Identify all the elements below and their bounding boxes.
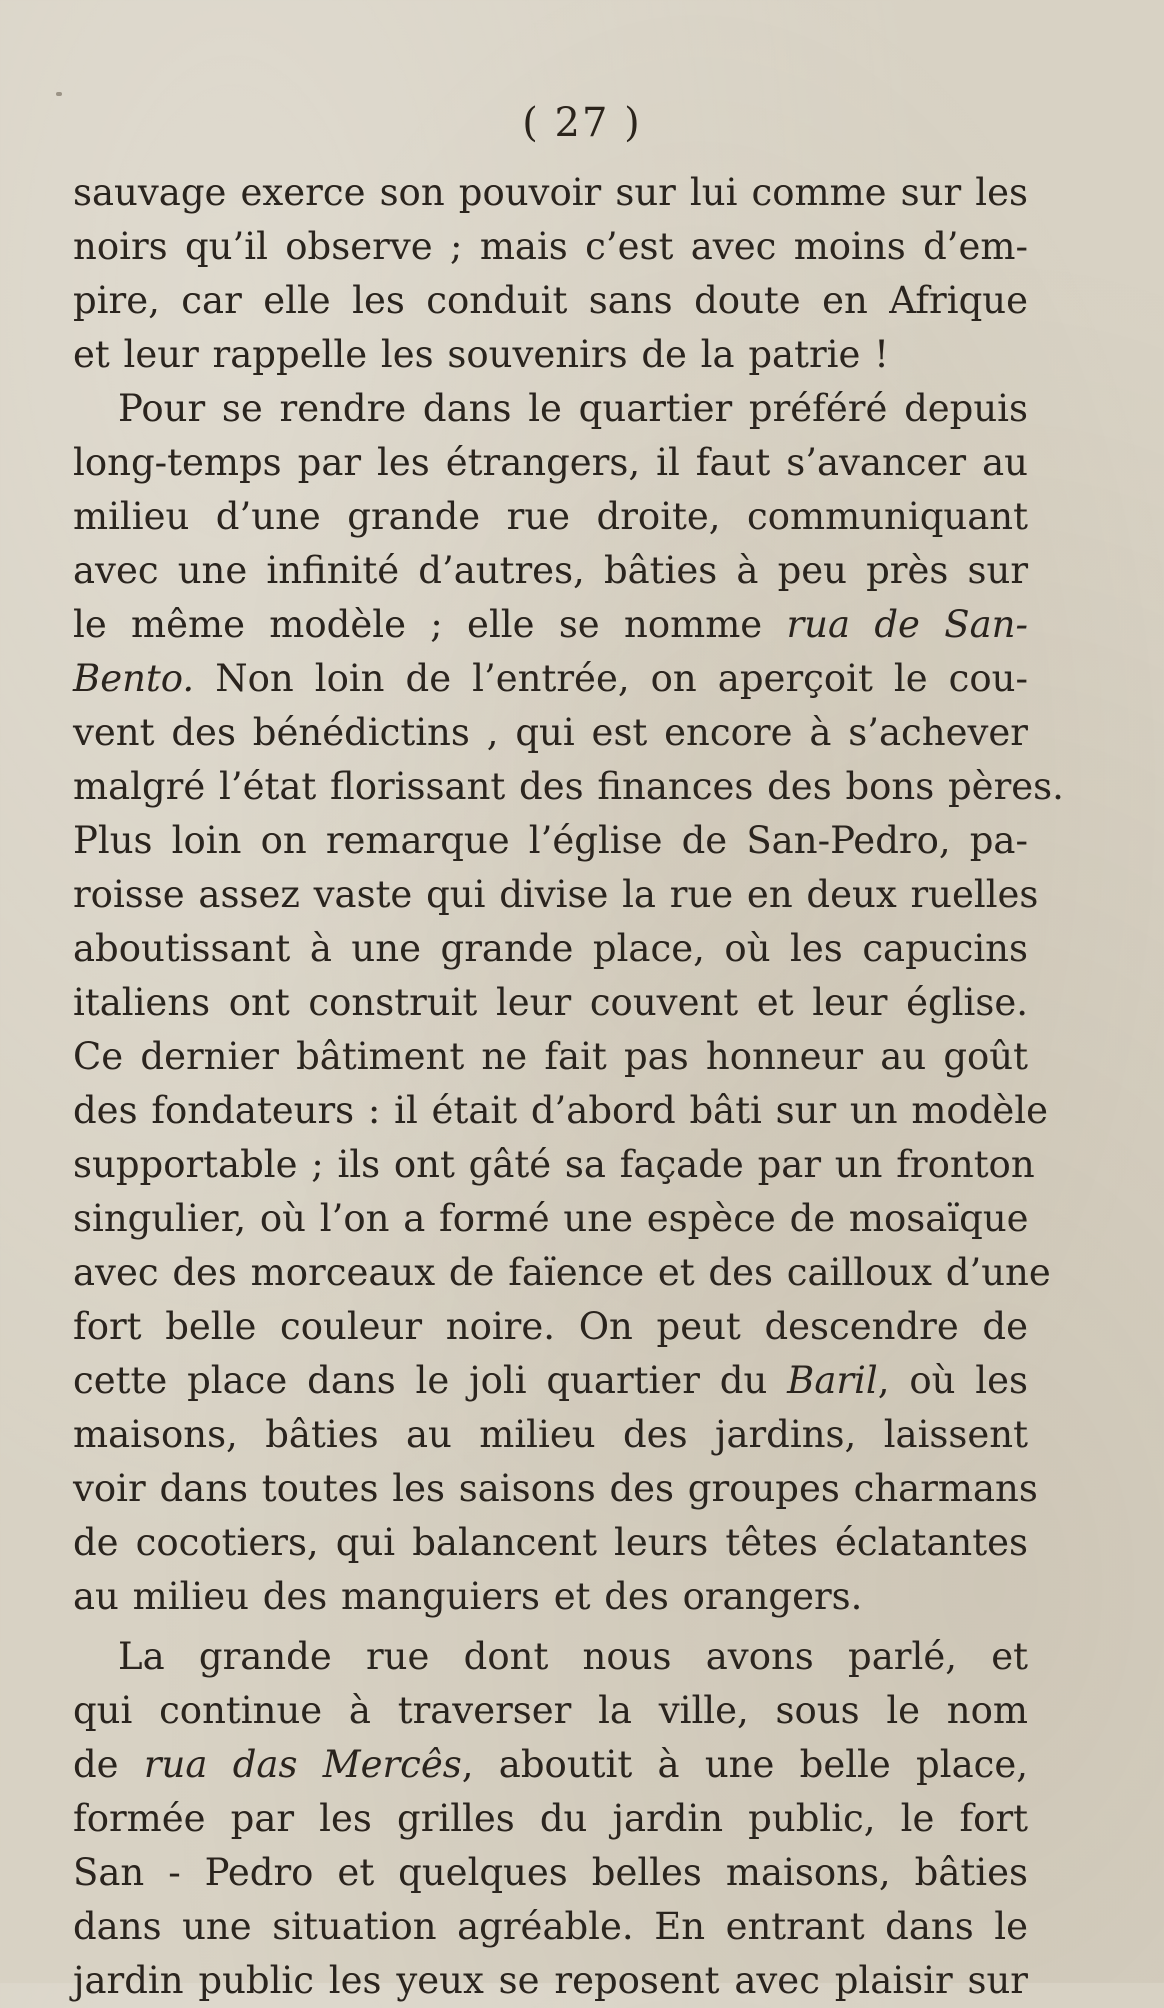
- text-run: singulier, où l’on a formé une espèce de mosaïque: [73, 1197, 1029, 1240]
- text-line: [73, 544, 1028, 598]
- text-run: pire, car elle les conduit sans doute en Afrique: [73, 279, 1028, 322]
- text-line: [73, 652, 1028, 706]
- text-run: Pour se rendre dans le quartier préféré depuis: [118, 387, 1028, 430]
- text-run: le même modèle ; elle se nomme: [73, 603, 787, 646]
- text-run: Plus loin on remarque l’église de San-Pedro, pa-: [73, 819, 1028, 862]
- text-run: voir dans toutes les saisons des groupes charmans: [73, 1467, 1038, 1510]
- text-line: [73, 760, 1064, 814]
- text-line: [73, 868, 1039, 922]
- ink-mark: [56, 92, 62, 96]
- text-line: [73, 814, 1028, 868]
- text-line: [73, 274, 1028, 328]
- text-line: [73, 706, 1028, 760]
- text-line: [73, 166, 1028, 220]
- italic-text: rua de San-: [786, 603, 1028, 646]
- text-line: [73, 1192, 1028, 1246]
- text-run: sauvage exerce son pouvoir sur lui comme sur les: [73, 171, 1028, 214]
- text-run: La grande rue dont nous avons parlé, et: [118, 1635, 1028, 1678]
- text-run: et leur rappelle les souvenirs de la patrie !: [73, 333, 889, 376]
- text-line: [73, 1246, 1051, 1300]
- text-line: [73, 976, 1028, 1030]
- text-line: [73, 1084, 1049, 1138]
- text-line: [73, 1408, 1028, 1462]
- text-run: fort belle couleur noire. On peut descendre de: [73, 1305, 1028, 1348]
- page-number: ( 27 ): [522, 100, 642, 146]
- text-line: [73, 1954, 1028, 2008]
- body-text: [73, 166, 1064, 2008]
- text-run: long-temps par les étrangers, il faut s’avancer au: [73, 441, 1028, 484]
- italic-text: Baril: [787, 1359, 878, 1402]
- text-run: , aboutit à une belle place,: [461, 1743, 1029, 1786]
- text-line: [73, 220, 1028, 274]
- text-run: maisons, bâties au milieu des jardins, laissent: [73, 1413, 1028, 1456]
- text-line: [73, 490, 1028, 544]
- italic-text: rua das Mercês: [143, 1743, 462, 1786]
- text-line: [73, 1630, 1028, 1684]
- paragraph: [73, 166, 1028, 382]
- paragraph: [73, 382, 1064, 1624]
- text-line: [73, 1900, 1028, 1954]
- text-run: , où les: [877, 1359, 1029, 1402]
- paragraph: [73, 1630, 1028, 2008]
- text-line: [73, 1516, 1028, 1570]
- text-run: des fondateurs : il était d’abord bâti sur un modèle: [73, 1089, 1049, 1132]
- text-run: roisse assez vaste qui divise la rue en deux ruelles: [73, 873, 1039, 916]
- text-run: aboutissant à une grande place, où les capucins: [73, 927, 1028, 970]
- text-run: formée par les grilles du jardin public, le fort: [73, 1797, 1028, 1840]
- text-run: milieu d’une grande rue droite, communiquant: [73, 495, 1028, 538]
- text-run: vent des bénédictins , qui est encore à s’achever: [73, 711, 1028, 754]
- text-run: San - Pedro et quelques belles maisons, bâties: [73, 1851, 1028, 1894]
- text-run: jardin public les yeux se reposent avec plaisir sur: [73, 1959, 1028, 2002]
- text-line: [73, 1738, 1028, 1792]
- text-line: [73, 328, 1028, 382]
- text-run: qui continue à traverser la ville, sous le nom: [73, 1689, 1028, 1732]
- text-run: de cocotiers, qui balancent leurs têtes éclatantes: [73, 1521, 1028, 1564]
- text-run: avec une infinité d’autres, bâties à peu près sur: [73, 549, 1028, 592]
- text-line: [73, 1030, 1028, 1084]
- text-run: supportable ; ils ont gâté sa façade par un fronton: [73, 1143, 1035, 1186]
- text-run: avec des morceaux de faïence et des cailloux d’une: [73, 1251, 1051, 1294]
- text-run: italiens ont construit leur couvent et leur église.: [73, 981, 1028, 1024]
- italic-text: Bento.: [73, 657, 195, 700]
- text-line: [73, 1354, 1028, 1408]
- text-line: [73, 1684, 1028, 1738]
- text-run: malgré l’état florissant des finances des bons pères.: [73, 765, 1064, 808]
- text-run: dans une situation agréable. En entrant dans le: [73, 1905, 1028, 1948]
- text-line: [73, 1462, 1038, 1516]
- text-line: [73, 382, 1028, 436]
- text-run: Ce dernier bâtiment ne fait pas honneur au goût: [73, 1035, 1028, 1078]
- text-line: [73, 1846, 1028, 1900]
- text-line: [73, 922, 1028, 976]
- text-line: [73, 1570, 1028, 1624]
- text-line: [73, 1300, 1028, 1354]
- text-run: noirs qu’il observe ; mais c’est avec moins d’em-: [73, 225, 1028, 268]
- text-line: [73, 1138, 1035, 1192]
- text-line: [73, 436, 1028, 490]
- text-line: [73, 598, 1028, 652]
- text-run: de: [73, 1743, 144, 1786]
- text-line: [73, 1792, 1028, 1846]
- text-run: cette place dans le joli quartier du: [73, 1359, 788, 1402]
- text-run: Non loin de l’entrée, on aperçoit le cou-: [194, 657, 1028, 700]
- text-run: au milieu des manguiers et des orangers.: [73, 1575, 863, 1618]
